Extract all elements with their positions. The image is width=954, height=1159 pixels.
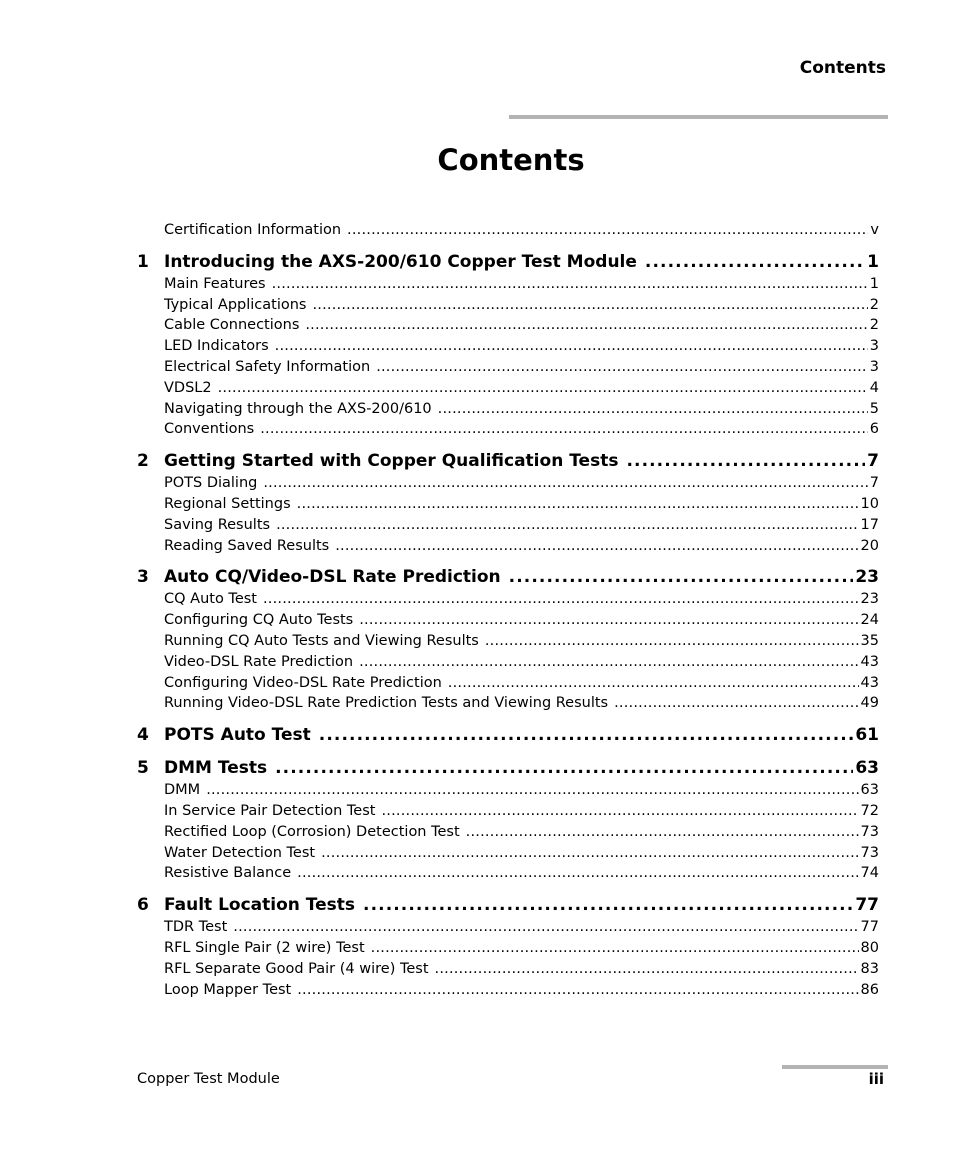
toc-label: Introducing the AXS-200/610 Copper Test Module <box>164 251 637 272</box>
chapter-number: 6 <box>137 895 149 916</box>
toc-page-number: 63 <box>855 758 879 779</box>
dot-leader <box>305 315 867 336</box>
toc-label: Cable Connections <box>164 317 300 334</box>
toc-page-number: 63 <box>860 782 879 799</box>
toc-label: RFL Separate Good Pair (4 wire) Test <box>164 960 429 977</box>
toc-label: VDSL2 <box>164 379 212 396</box>
toc-chapter[interactable] <box>137 449 879 473</box>
toc-label: DMM <box>164 782 201 799</box>
toc-page-number: 4 <box>869 379 879 396</box>
chapter-number: 5 <box>137 758 149 779</box>
toc-page-number: 73 <box>860 823 879 840</box>
toc-label: TDR Test <box>164 919 228 936</box>
toc-page-number: 7 <box>869 475 879 492</box>
toc-entry[interactable] <box>164 652 879 673</box>
toc-page-number: 3 <box>869 338 879 355</box>
table-of-contents <box>137 220 879 1000</box>
toc-page-number: 6 <box>869 421 879 438</box>
toc-entry[interactable] <box>164 843 879 864</box>
dot-leader <box>466 822 859 843</box>
dot-leader <box>335 536 858 557</box>
toc-label: Running Video-DSL Rate Prediction Tests and Viewing Results <box>164 695 609 712</box>
toc-entry[interactable] <box>164 494 879 515</box>
toc-page-number: 73 <box>860 844 879 861</box>
dot-leader <box>312 295 867 316</box>
dot-leader <box>319 723 854 747</box>
dot-leader <box>263 473 867 494</box>
toc-label: Resistive Balance <box>164 865 292 882</box>
toc-page-number: 80 <box>860 939 879 956</box>
dot-leader <box>347 220 868 241</box>
dot-leader <box>509 565 854 589</box>
toc-label: Configuring CQ Auto Tests <box>164 612 354 629</box>
toc-page-number: 23 <box>855 567 879 588</box>
toc-entry[interactable] <box>164 274 879 295</box>
toc-page-number: 3 <box>869 358 879 375</box>
toc-entry[interactable] <box>164 315 879 336</box>
toc-entry[interactable] <box>164 959 879 980</box>
dot-leader <box>275 756 853 780</box>
dot-leader <box>614 693 858 714</box>
toc-entry[interactable] <box>164 473 879 494</box>
toc-entry[interactable] <box>164 980 879 1001</box>
toc-label: LED Indicators <box>164 338 269 355</box>
dot-leader <box>321 843 858 864</box>
toc-entry[interactable] <box>164 357 879 378</box>
dot-leader <box>206 780 858 801</box>
dot-leader <box>297 863 858 884</box>
header-rule <box>509 115 888 119</box>
toc-label: In Service Pair Detection Test <box>164 802 376 819</box>
toc-page-number: 77 <box>860 919 879 936</box>
toc-label: Rectified Loop (Corrosion) Detection Test <box>164 823 460 840</box>
toc-label: Water Detection Test <box>164 844 316 861</box>
toc-page-number: 61 <box>855 725 879 746</box>
toc-chapter[interactable] <box>137 893 879 917</box>
toc-page-number: 20 <box>860 537 879 554</box>
toc-page-number: v <box>870 222 879 238</box>
dot-leader <box>363 893 853 917</box>
toc-entry[interactable] <box>164 419 879 440</box>
toc-page-number: 7 <box>867 451 879 472</box>
toc-label: Saving Results <box>164 516 271 533</box>
toc-entry[interactable] <box>164 822 879 843</box>
toc-label: Regional Settings <box>164 495 291 512</box>
toc-entry[interactable] <box>164 863 879 884</box>
toc-label: Electrical Safety Information <box>164 358 371 375</box>
toc-page-number: 77 <box>855 895 879 916</box>
dot-leader <box>218 378 868 399</box>
dot-leader <box>276 515 858 536</box>
toc-entry[interactable] <box>164 399 879 420</box>
toc-label: Navigating through the AXS-200/610 <box>164 400 432 417</box>
toc-page-number: 43 <box>860 653 879 670</box>
toc-entry[interactable] <box>164 336 879 357</box>
dot-leader <box>263 589 859 610</box>
toc-chapter[interactable] <box>137 723 879 747</box>
toc-page-number: 35 <box>860 632 879 649</box>
dot-leader <box>485 631 859 652</box>
toc-page-number: 74 <box>860 865 879 882</box>
toc-entry[interactable] <box>164 536 879 557</box>
toc-page-number: 2 <box>869 317 879 334</box>
toc-page-number: 1 <box>869 275 879 292</box>
dot-leader <box>645 250 865 274</box>
toc-chapter[interactable] <box>137 565 879 589</box>
toc-chapter[interactable] <box>137 250 879 274</box>
toc-page-number: 43 <box>860 674 879 691</box>
dot-leader <box>435 959 859 980</box>
chapter-number: 2 <box>137 451 149 472</box>
dot-leader <box>275 336 868 357</box>
toc-chapter[interactable] <box>137 756 879 780</box>
dot-leader <box>297 494 859 515</box>
dot-leader <box>260 419 868 440</box>
dot-leader <box>381 801 858 822</box>
toc-label: Video-DSL Rate Prediction <box>164 653 354 670</box>
toc-entry[interactable] <box>164 917 879 938</box>
toc-page-number: 49 <box>860 695 879 712</box>
toc-label: Reading Saved Results <box>164 537 330 554</box>
chapter-number: 4 <box>137 725 149 746</box>
dot-leader <box>359 610 858 631</box>
toc-page-number: 2 <box>869 296 879 313</box>
dot-leader <box>626 449 865 473</box>
toc-label: Certification Information <box>164 222 342 238</box>
toc-entry[interactable] <box>164 589 879 610</box>
toc-page-number: 72 <box>860 802 879 819</box>
footer-rule <box>782 1065 888 1069</box>
page-title: Contents <box>437 143 585 177</box>
toc-page-number: 10 <box>860 495 879 512</box>
toc-page-number: 86 <box>860 981 879 998</box>
toc-page-number: 83 <box>860 960 879 977</box>
toc-entry[interactable] <box>164 801 879 822</box>
footer-page-number: iii <box>868 1070 884 1088</box>
toc-page-number: 17 <box>860 516 879 533</box>
toc-entry[interactable] <box>164 693 879 714</box>
toc-page-number: 24 <box>860 612 879 629</box>
dot-leader <box>272 274 868 295</box>
dot-leader <box>438 399 868 420</box>
toc-label: CQ Auto Test <box>164 591 257 608</box>
toc-entry[interactable] <box>164 295 879 316</box>
toc-entry[interactable] <box>164 220 879 241</box>
toc-label: Configuring Video-DSL Rate Prediction <box>164 674 442 691</box>
chapter-number: 1 <box>137 251 149 272</box>
toc-label: Main Features <box>164 275 266 292</box>
toc-label: Getting Started with Copper Qualification Tests <box>164 451 619 472</box>
dot-leader <box>448 673 859 694</box>
chapter-number: 3 <box>137 567 149 588</box>
toc-label: Auto CQ/Video-DSL Rate Prediction <box>164 567 501 588</box>
toc-label: Running CQ Auto Tests and Viewing Results <box>164 632 479 649</box>
running-header-title: Contents <box>799 58 886 78</box>
toc-entry[interactable] <box>164 378 879 399</box>
toc-label: Conventions <box>164 421 255 438</box>
toc-page-number: 23 <box>860 591 879 608</box>
toc-entry[interactable] <box>164 673 879 694</box>
toc-label: RFL Single Pair (2 wire) Test <box>164 939 365 956</box>
dot-leader <box>376 357 868 378</box>
dot-leader <box>371 938 859 959</box>
toc-entry[interactable] <box>164 938 879 959</box>
toc-entry[interactable] <box>164 515 879 536</box>
toc-entry[interactable] <box>164 780 879 801</box>
toc-page-number: 1 <box>867 251 879 272</box>
toc-label: Fault Location Tests <box>164 895 356 916</box>
dot-leader <box>359 652 858 673</box>
toc-label: POTS Auto Test <box>164 725 311 746</box>
toc-label: Loop Mapper Test <box>164 981 292 998</box>
toc-label: Typical Applications <box>164 296 307 313</box>
dot-leader <box>233 917 858 938</box>
toc-entry[interactable] <box>164 610 879 631</box>
dot-leader <box>297 980 858 1001</box>
footer-doc-name: Copper Test Module <box>137 1071 280 1087</box>
toc-label: DMM Tests <box>164 758 268 779</box>
toc-page-number: 5 <box>869 400 879 417</box>
toc-label: POTS Dialing <box>164 475 258 492</box>
toc-entry[interactable] <box>164 631 879 652</box>
